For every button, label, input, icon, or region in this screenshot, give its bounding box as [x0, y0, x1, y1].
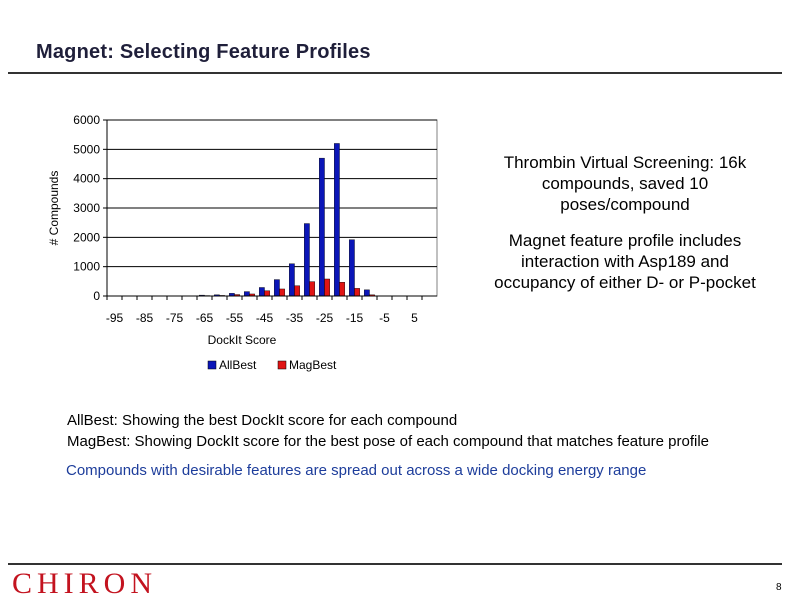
- y-tick-label-4: 4000: [73, 172, 100, 186]
- y-tick-label-0: 0: [93, 289, 100, 303]
- legend-label-magbest: MagBest: [289, 358, 337, 372]
- chiron-logo: CHIRON: [12, 567, 157, 601]
- y-tick-label-5: 5000: [73, 142, 100, 156]
- legend-swatch-magbest: [278, 361, 286, 369]
- bar-allbest--10: [364, 290, 369, 296]
- bar-allbest--50: [244, 292, 249, 296]
- x-tick-label--45: -45: [256, 311, 274, 325]
- bar-allbest--35: [289, 264, 294, 296]
- x-tick-label--5: -5: [379, 311, 390, 325]
- y-tick-label-2: 2000: [73, 230, 100, 244]
- y-tick-label-1: 1000: [73, 260, 100, 274]
- x-tick-label--65: -65: [196, 311, 214, 325]
- bar-magbest--15: [355, 288, 360, 296]
- screening-description: Thrombin Virtual Screening: 16k compounds, saved 10 poses/compound: [480, 152, 770, 215]
- conclusion-text: Compounds with desirable features are spread out across a wide docking energy range: [66, 462, 646, 479]
- y-axis-label: # Compounds: [47, 171, 61, 246]
- legend: [208, 358, 337, 372]
- allbest-note: AllBest: Showing the best DockIt score for each compound: [67, 412, 457, 429]
- page-number: 8: [776, 582, 782, 593]
- bar-magbest--35: [295, 286, 300, 296]
- y-tick-label-3: 3000: [73, 201, 100, 215]
- slide-title: Magnet: Selecting Feature Profiles: [36, 41, 371, 64]
- histogram-chart: [40, 108, 460, 388]
- bar-magbest--45: [265, 291, 270, 296]
- bar-magbest--25: [325, 279, 330, 296]
- bar-magbest--30: [310, 282, 315, 296]
- x-tick-label--75: -75: [166, 311, 184, 325]
- bar-allbest--20: [334, 143, 339, 296]
- bar-magbest--20: [340, 282, 345, 296]
- bar-allbest--30: [304, 224, 309, 296]
- x-tick-label--35: -35: [286, 311, 304, 325]
- x-tick-label--15: -15: [346, 311, 364, 325]
- title-divider: [8, 72, 782, 74]
- y-tick-labels: [73, 113, 100, 303]
- footer-divider: [8, 563, 782, 565]
- bar-magbest--40: [280, 289, 285, 296]
- bar-allbest--40: [274, 280, 279, 296]
- y-tick-label-6: 6000: [73, 113, 100, 127]
- x-tick-label-5: 5: [411, 311, 418, 325]
- x-axis-label: DockIt Score: [208, 333, 277, 347]
- x-tick-label--95: -95: [106, 311, 124, 325]
- bar-allbest--15: [349, 240, 354, 296]
- x-tick-label--25: -25: [316, 311, 334, 325]
- legend-label-allbest: AllBest: [219, 358, 257, 372]
- legend-swatch-allbest: [208, 361, 216, 369]
- bar-allbest--25: [319, 158, 324, 296]
- magbest-note: MagBest: Showing DockIt score for the best pose of each compound that matches feature profile: [67, 433, 709, 450]
- x-tick-label--85: -85: [136, 311, 154, 325]
- x-tick-label--55: -55: [226, 311, 244, 325]
- bar-allbest--45: [259, 287, 264, 296]
- feature-profile-description: Magnet feature profile includes interaction with Asp189 and occupancy of either D- or P-pocket: [480, 230, 770, 293]
- x-tick-labels: [106, 296, 422, 325]
- conclusion-bullet: [66, 462, 646, 479]
